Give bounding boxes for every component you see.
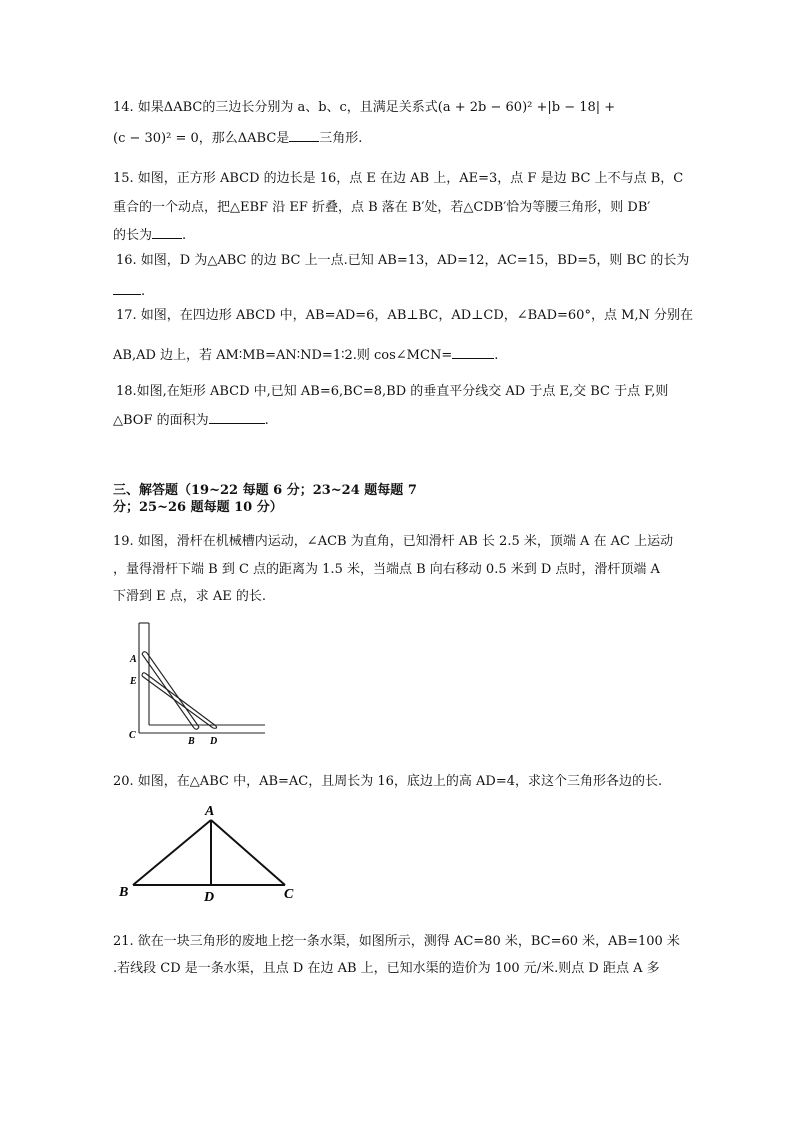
q19-label-b: B	[188, 736, 195, 747]
side-ab	[133, 820, 211, 885]
q19-label-c: C	[129, 730, 136, 741]
q17-line1: 17. 如图，在四边形 ABCD 中，AB=AD=6，AB⊥BC，AD⊥CD，∠BAD=60°，点 M,N 分别在	[116, 308, 694, 323]
rod-ed	[142, 673, 217, 728]
q19-label-e: E	[130, 676, 137, 687]
q19-figure-sliding-rod	[125, 615, 270, 750]
q19-line3: 下滑到 E 点，求 AE 的长.	[113, 589, 267, 604]
q19-line1: 19. 如图，滑杆在机械槽内运动，∠ACB 为直角，已知滑杆 AB 长 2.5 米，顶端 A 在 AC 上运动	[113, 534, 674, 549]
q20-label-a: A	[205, 804, 215, 819]
q14-answer-blank[interactable]	[289, 128, 319, 142]
q14-line1: 14. 如果ΔABC的三边长分别为 a、b、c，且满足关系式(a + 2b − 60)² +|b − 18| +	[113, 100, 616, 115]
q14-line2-b: 三角形.	[319, 131, 363, 146]
side-ac	[211, 820, 285, 885]
q21-line2: .若线段 CD 是一条水渠，且点 D 在边 AB 上，已知水渠的造价为 100 元/米.则点 D 距点 A 多	[113, 961, 660, 976]
section3-heading-line1: 三、解答题（19~22 每题 6 分；23~24 题每题 7	[113, 483, 417, 498]
q20-figure-isosceles-triangle	[115, 800, 305, 908]
q15-line3-b: .	[182, 228, 187, 243]
q15-line2: 重合的一个动点，把△EBF 沿 EF 折叠，点 B 落在 B′处，若△CDB′恰为等腰三角形，则 DB′	[113, 200, 651, 215]
q19-line2: ，量得滑杆下端 B 到 C 点的距离为 1.5 米，当端点 B 向右移动 0.5 米到 D 点时，滑杆顶端 A	[113, 562, 660, 577]
q20-label-b: B	[119, 885, 129, 900]
q16-answer-blank[interactable]	[113, 281, 141, 295]
section3-heading-line2: 分；25~26 题每题 10 分）	[113, 500, 283, 515]
q14-line2	[113, 128, 362, 148]
q21-line1: 21. 欲在一块三角形的废地上挖一条水渠，如图所示，测得 AC=80 米，BC=60 米，AB=100 米	[113, 934, 680, 949]
q16-line2	[113, 281, 145, 301]
q16-line2-b: .	[141, 284, 146, 299]
q19-label-d: D	[210, 736, 218, 747]
q18-line2-a: △BOF 的面积为	[113, 413, 209, 428]
q16-line1: 16. 如图，D 为△ABC 的边 BC 上一点.已知 AB=13，AD=12，AC=15，BD=5，则 BC 的长为	[116, 253, 690, 268]
q15-line1: 15. 如图，正方形 ABCD 的边长是 16，点 E 在边 AB 上，AE=3，点 F 是边 BC 上不与点 B，C	[113, 171, 684, 186]
q18-answer-blank[interactable]	[209, 410, 265, 424]
q15-answer-blank[interactable]	[152, 225, 182, 239]
q15-line3-a: 的长为	[113, 228, 153, 243]
q18-line2	[113, 410, 269, 430]
q20-label-d: D	[204, 890, 215, 905]
q20-label-c: C	[284, 887, 294, 902]
q14-line2-a: (c − 30)² = 0，那么ΔABC是	[113, 131, 290, 146]
q18-line1: 18.如图,在矩形 ABCD 中,已知 AB=6,BC=8,BD 的垂直平分线交 AD 于点 E,交 BC 于点 F,则	[116, 384, 669, 399]
q15-line3	[113, 225, 186, 245]
q17-line2	[113, 345, 498, 365]
q18-line2-b: .	[264, 413, 269, 428]
q17-answer-blank[interactable]	[452, 345, 494, 359]
channel-walls	[139, 623, 265, 733]
q20-line1: 20. 如图，在△ABC 中，AB=AC，且周长为 16，底边上的高 AD=4，求这个三角形各边的长.	[113, 774, 663, 789]
q19-label-a: A	[130, 654, 137, 665]
q17-line2-a: AB,AD 边上，若 AM∶MB=AN∶ND=1∶2.则 cos∠MCN=	[113, 348, 453, 363]
rod-ab	[142, 652, 199, 730]
q17-line2-b: .	[494, 348, 499, 363]
